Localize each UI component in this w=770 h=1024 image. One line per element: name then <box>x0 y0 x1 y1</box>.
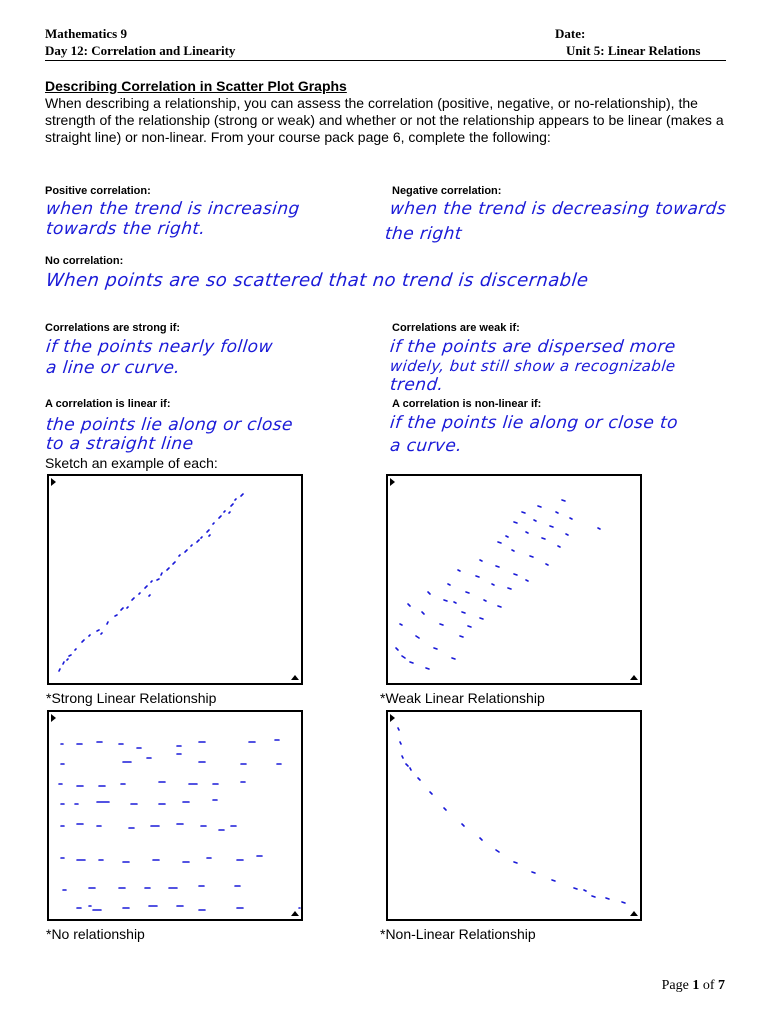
sketch-prompt: Sketch an example of each: <box>45 455 218 471</box>
strong-answer-line1: if the points nearly follow <box>44 337 274 357</box>
negative-label: Negative correlation: <box>392 185 502 197</box>
page-number <box>662 978 725 994</box>
no-correlation-label: No correlation: <box>45 255 124 267</box>
of-word: of <box>702 978 715 993</box>
unit-title: Unit 5: Linear Relations <box>566 43 701 58</box>
negative-answer-line1: when the trend is decreasing towards <box>388 199 728 219</box>
page-word: Page <box>661 978 689 993</box>
linear-answer-line1: the points lie along or close <box>44 415 294 435</box>
page-total: 7 <box>718 978 725 993</box>
nonlinear-answer-line1: if the points lie along or close to <box>388 413 679 433</box>
caption-strong-linear: *Strong Linear Relationship <box>46 690 217 706</box>
weak-label: Correlations are weak if: <box>392 322 520 334</box>
strong-label: Correlations are strong if: <box>45 322 181 334</box>
strong-answer-line2: a line or curve. <box>44 358 182 378</box>
positive-label: Positive correlation: <box>45 185 151 197</box>
no-correlation-answer: When points are so scattered that no trend is discernable <box>44 270 590 291</box>
page-current: 1 <box>692 978 700 993</box>
plot-strong-linear <box>47 474 303 685</box>
caption-weak-linear: *Weak Linear Relationship <box>380 690 545 706</box>
plot-strong-linear-svg <box>49 476 301 683</box>
weak-answer-line2: widely, but still show a recognizable <box>389 357 677 375</box>
weak-answer-line1: if the points are dispersed more <box>388 337 677 357</box>
plot-non-linear-svg <box>388 712 640 919</box>
section-title: Describing Correlation in Scatter Plot Graphs <box>45 78 347 94</box>
nonlinear-answer-line2: a curve. <box>388 436 464 456</box>
course-title: Mathematics 9 <box>45 26 127 41</box>
linear-answer-line2: to a straight line <box>44 434 195 454</box>
plot-weak-linear <box>386 474 642 685</box>
negative-answer-line2: the right <box>383 224 463 244</box>
header-rule <box>45 60 726 61</box>
caption-no-relationship: *No relationship <box>46 926 145 942</box>
plot-weak-linear-svg <box>388 476 640 683</box>
nonlinear-label: A correlation is non-linear if: <box>392 398 542 410</box>
weak-answer-line3: trend. <box>388 375 445 395</box>
section-intro: When describing a relationship, you can assess the correlation (positive, negative, or no-relationship), the strength of the relationship (strong or weak) and whether or not the relationship appears to be linear (makes a straight line) or non-linear. From your course pack page 6, complete the following: <box>45 95 724 145</box>
plot-non-linear <box>386 710 642 921</box>
day-title: Day 12: Correlation and Linearity <box>45 43 236 58</box>
plot-no-relationship <box>47 710 303 921</box>
date-label: Date: <box>555 26 586 41</box>
plot-no-relationship-svg <box>49 712 301 919</box>
positive-answer-line2: towards the right. <box>44 219 207 239</box>
caption-non-linear: *Non-Linear Relationship <box>380 926 536 942</box>
positive-answer-line1: when the trend is increasing <box>44 199 301 219</box>
linear-label: A correlation is linear if: <box>45 398 171 410</box>
